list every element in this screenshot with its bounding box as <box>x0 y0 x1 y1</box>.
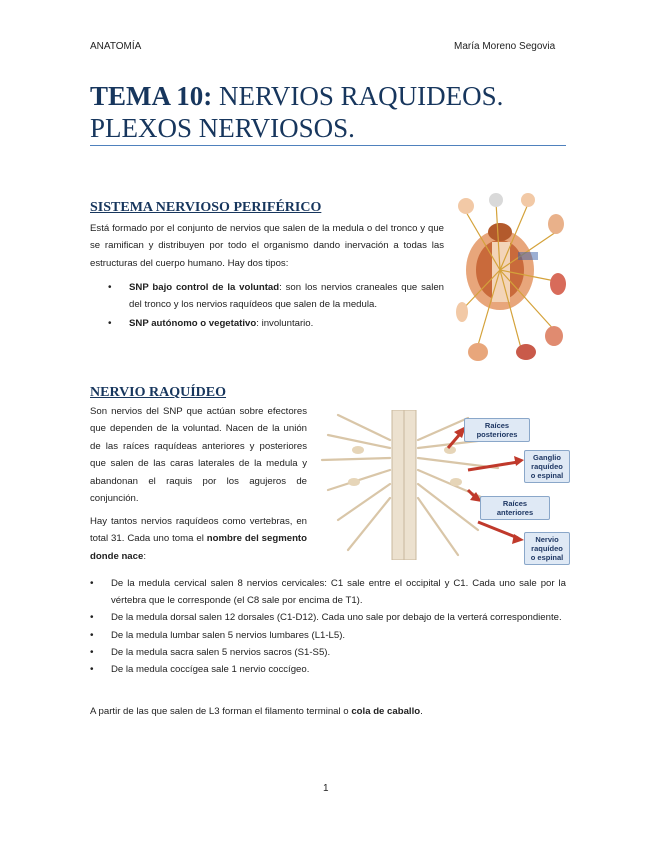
header-left: ANATOMÍA <box>90 41 142 52</box>
bullet-icon: • <box>90 664 94 676</box>
title-bold: TEMA 10: <box>90 81 213 111</box>
snp-intro: Está formado por el conjunto de nervios que salen de la medula o del tronco y que se ramifican y distribuyen por todo el organismo dando inervación a todas las estructuras del cuerpo humano. Hay dos tipos: <box>90 223 444 269</box>
snp-list <box>108 279 445 333</box>
closing-text: A partir de las que salen de L3 forman el filamento terminal o cola de caballo. <box>90 706 423 717</box>
page-title <box>90 80 503 144</box>
list-item: • SNP bajo control de la voluntad: son los nervios craneales que salen del tronco y los nervios raquídeos que salen de la medula. <box>129 279 444 313</box>
list-item: • De la medula lumbar salen 5 nervios lumbares (L1-L5). <box>111 627 566 644</box>
header-right: María Moreno Segovia <box>454 41 556 52</box>
bullet-icon: • <box>108 318 112 330</box>
bullet-icon: • <box>90 578 94 589</box>
list-item: • SNP autónomo o vegetativo: involuntario. <box>129 315 444 332</box>
snp-heading: SISTEMA NERVIOSO PERIFÉRICO <box>90 200 322 215</box>
page-number: 1 <box>323 783 329 794</box>
list-item: • De la medula sacra salen 5 nervios sacros (S1-S5). <box>111 644 566 661</box>
title-line1: NERVIOS RAQUIDEOS. <box>219 81 504 111</box>
label-ganglio: Ganglio raquídeo o espinal <box>524 450 570 483</box>
bullet-icon: • <box>90 612 94 624</box>
bullet-icon: • <box>90 646 94 658</box>
bullet-icon: • <box>90 629 94 641</box>
label-nervio: Nervio raquídeo o espinal <box>524 532 570 565</box>
raquideo-p2: Hay tantos nervios raquídeos como vertebras, en total 31. Cada uno toma el nombre del segmento donde nace: <box>90 516 307 562</box>
raquideo-heading: NERVIO RAQUÍDEO <box>90 385 227 400</box>
bullet-icon: • <box>108 282 112 293</box>
list-item: • De la medula coccígea sale 1 nervio coccígeo. <box>111 661 566 678</box>
list-item: • De la medula cervical salen 8 nervios cervicales: C1 sale entre el occipital y C1. Cada uno sale por la vértebra que le corresponde (el C8 sale por encima de T1). <box>111 575 566 609</box>
spinal-nerve-figure <box>318 410 566 560</box>
segment-list <box>90 575 566 678</box>
list-item: • De la medula dorsal salen 12 dorsales (C1-D12). Cada uno sale por debajo de la verterá correspondiente. <box>111 609 566 626</box>
label-raices-posteriores: Raíces posteriores <box>464 418 530 442</box>
nervous-system-illustration <box>456 192 566 364</box>
title-rule <box>90 145 566 146</box>
label-raices-anteriores: Raíces anteriores <box>480 496 550 520</box>
title-line2: PLEXOS NERVIOSOS. <box>90 113 355 143</box>
raquideo-p1: Son nervios del SNP que actúan sobre efectores que dependen de la voluntad. Nacen de la unión de las raíces raquídeas anteriores y posteriores que salen de las caras laterales de la medula y abandonan el raquis por los agujeros de conjunción. <box>90 406 307 505</box>
